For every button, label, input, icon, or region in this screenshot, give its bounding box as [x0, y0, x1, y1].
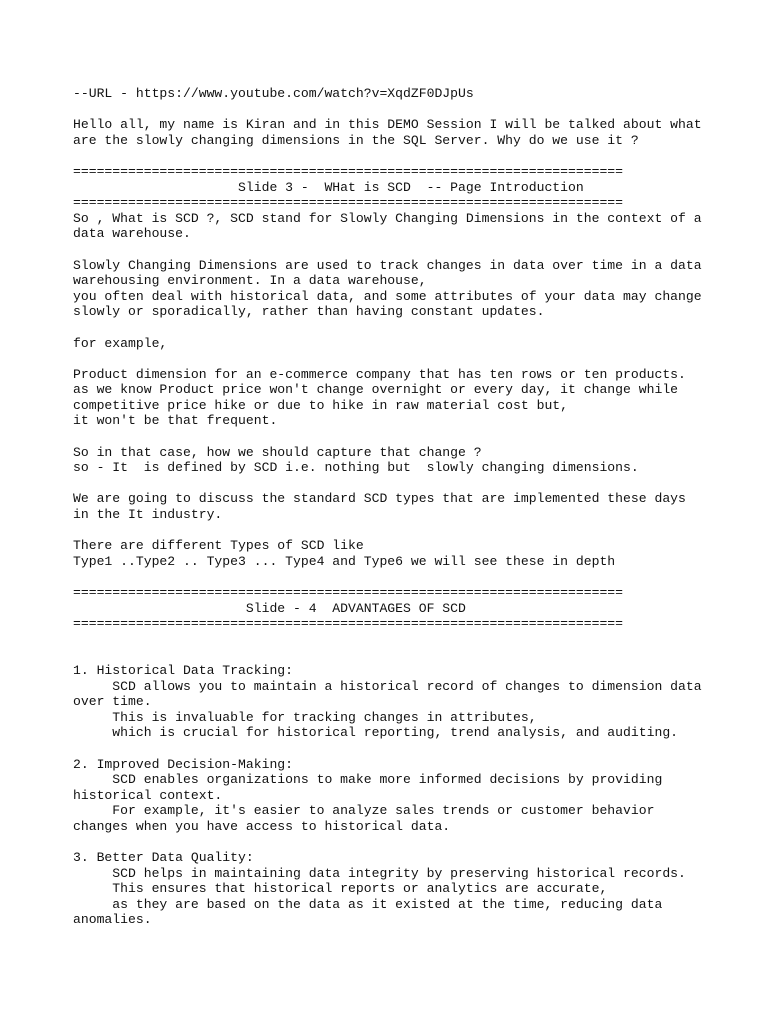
blank-line [73, 102, 713, 118]
blank-line [73, 429, 713, 445]
slide-heading: Slide 3 - WHat is SCD -- Page Introduction [73, 179, 584, 195]
text-line: which is crucial for historical reporting, trend analysis, and auditing. [73, 725, 679, 741]
text-line: Hello all, my name is Kiran and in this DEMO Session I will be talked about what [73, 117, 702, 133]
blank-line [73, 320, 713, 336]
blank-line [73, 476, 713, 492]
text-line: data warehouse. [73, 226, 191, 242]
blank-line [73, 647, 713, 663]
text-line: So in that case, how we should capture that change ? [73, 444, 482, 460]
numbered-heading: 3. Better Data Quality: [73, 850, 254, 866]
text-line: competitive price hike or due to hike in raw material cost but, [73, 397, 569, 413]
blank-line [73, 523, 713, 539]
text-line: for example, [73, 335, 168, 351]
text-line: SCD allows you to maintain a historical record of changes to dimension data [73, 678, 702, 694]
text-line: are the slowly changing dimensions in the SQL Server. Why do we use it ? [73, 132, 639, 148]
text-line: as they are based on the data as it existed at the time, reducing data [73, 896, 663, 912]
numbered-heading: 1. Historical Data Tracking: [73, 662, 294, 678]
text-line: historical context. [73, 787, 223, 803]
text-line: This is invaluable for tracking changes in attributes, [73, 709, 537, 725]
text-line: So , What is SCD ?, SCD stand for Slowly Changing Dimensions in the context of a [73, 210, 702, 226]
blank-line [73, 569, 713, 585]
blank-line [73, 148, 713, 164]
blank-line [73, 632, 713, 648]
document-text [73, 86, 713, 928]
text-line: Type1 ..Type2 .. Type3 ... Type4 and Type6 we will see these in depth [73, 553, 616, 569]
text-line: SCD enables organizations to make more informed decisions by providing [73, 772, 663, 788]
numbered-heading: 2. Improved Decision-Making: [73, 756, 294, 772]
text-line: as we know Product price won't change overnight or every day, it change while [73, 382, 679, 398]
text-line: so - It is defined by SCD i.e. nothing but slowly changing dimensions. [73, 460, 639, 476]
divider-line: ====================================================================== [73, 585, 624, 600]
text-line: it won't be that frequent. [73, 413, 278, 429]
text-line: This ensures that historical reports or analytics are accurate, [73, 881, 608, 897]
url-line: --URL - https://www.youtube.com/watch?v=XqdZF0DJpUs [73, 86, 474, 101]
text-line: There are different Types of SCD like [73, 538, 364, 554]
divider-line: ====================================================================== [73, 163, 624, 179]
text-line: changes when you have access to historical data. [73, 818, 451, 834]
blank-line [73, 351, 713, 367]
text-line: We are going to discuss the standard SCD types that are implemented these days [73, 491, 686, 507]
text-line: Slowly Changing Dimensions are used to track changes in data over time in a data [73, 257, 702, 273]
blank-line [73, 242, 713, 258]
text-line: slowly or sporadically, rather than having constant updates. [73, 304, 545, 320]
text-line: warehousing environment. In a data warehouse, [73, 273, 427, 289]
text-line: Product dimension for an e-commerce company that has ten rows or ten products. [73, 366, 686, 382]
text-line: over time. [73, 694, 152, 710]
slide-heading: Slide - 4 ADVANTAGES OF SCD [73, 600, 466, 616]
blank-line [73, 741, 713, 757]
text-line: SCD helps in maintaining data integrity by preserving historical records. [73, 865, 686, 881]
text-line: anomalies. [73, 912, 152, 928]
text-line: For example, it's easier to analyze sales trends or customer behavior [73, 803, 655, 819]
text-line: in the It industry. [73, 507, 223, 523]
divider-line: ====================================================================== [73, 195, 624, 211]
blank-line [73, 835, 713, 851]
divider-line: ====================================================================== [73, 616, 624, 632]
text-line: you often deal with historical data, and some attributes of your data may change [73, 288, 702, 304]
